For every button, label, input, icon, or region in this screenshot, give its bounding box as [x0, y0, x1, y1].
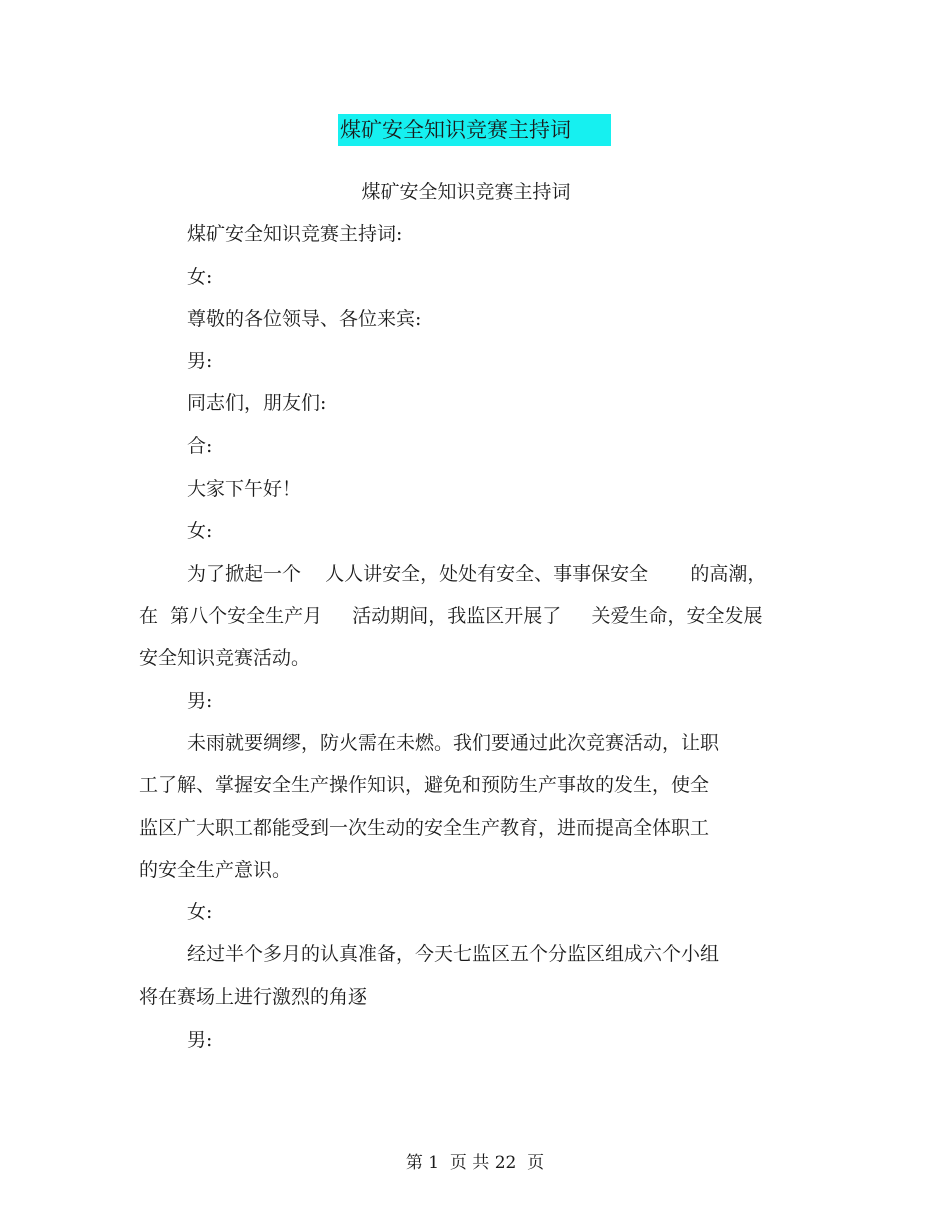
speaker-female: 女:: [187, 520, 213, 542]
paragraph-line: 的安全生产意识。: [139, 859, 292, 881]
speaker-female: 女:: [187, 901, 213, 923]
speaker-female: 女:: [187, 266, 213, 288]
paragraph-line: 监区广大职工都能受到一次生动的安全生产教育，进而提高全体职工: [139, 817, 710, 839]
speaker-male: 男:: [187, 1029, 213, 1051]
page-footer: 第 1 页 共 22 页: [405, 1153, 545, 1173]
paragraph-line: 在 第八个安全生产月 活动期间，我监区开展了 关爱生命，安全发展: [139, 605, 763, 627]
greeting-line: 同志们，朋友们:: [187, 392, 327, 414]
paragraph-line: 安全知识竞赛活动。: [139, 647, 311, 669]
speaker-male: 男:: [187, 690, 213, 712]
speaker-male: 男:: [187, 350, 213, 372]
paragraph-line: 未雨就要绸缪，防火需在未燃。我们要通过此次竞赛活动，让职: [187, 732, 720, 754]
document-title-banner: 煤矿安全知识竞赛主持词: [338, 114, 611, 146]
paragraph-line: 将在赛场上进行激烈的角逐: [139, 986, 368, 1008]
greeting-line: 大家下午好！: [187, 478, 302, 500]
speaker-together: 合:: [187, 435, 213, 457]
greeting-line: 尊敬的各位领导、各位来宾:: [187, 308, 422, 330]
paragraph-line: 为了掀起一个 人人讲安全，处处有安全、事事保安全 的高潮，: [187, 563, 767, 585]
paragraph-line: 经过半个多月的认真准备，今天七监区五个分监区组成六个小组: [187, 943, 720, 965]
heading-line: 煤矿安全知识竞赛主持词:: [187, 223, 403, 245]
paragraph-line: 工了解、掌握安全生产操作知识，避免和预防生产事故的发生，使全: [139, 774, 710, 796]
document-subtitle: 煤矿安全知识竞赛主持词: [361, 181, 571, 203]
